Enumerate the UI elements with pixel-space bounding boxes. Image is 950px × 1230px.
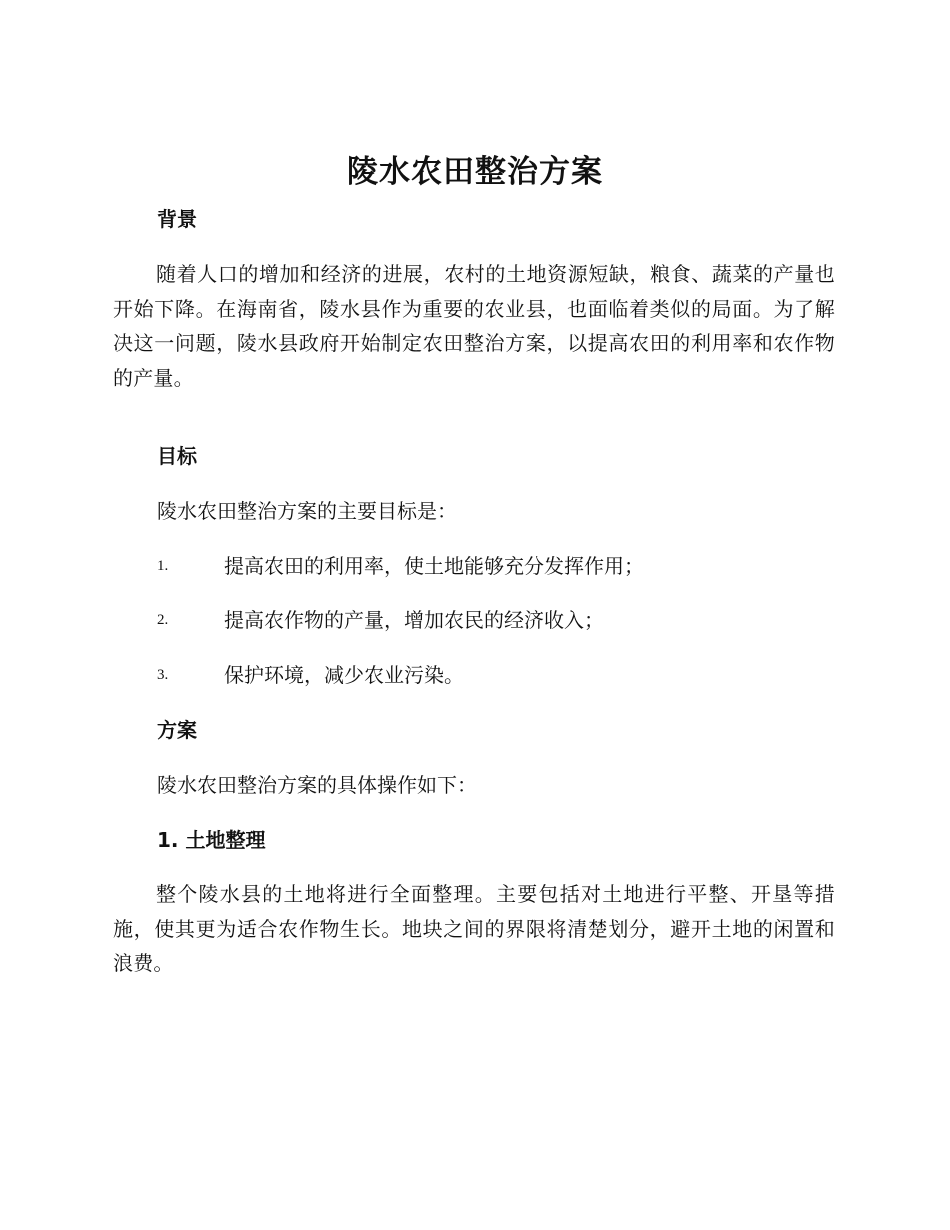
section-heading-goals: 目标 xyxy=(157,444,197,468)
list-number: 1. xyxy=(157,558,169,574)
list-item xyxy=(157,660,837,690)
goals-intro: 陵水农田整治方案的主要目标是： xyxy=(157,499,457,523)
list-item xyxy=(157,605,837,635)
plan-intro: 陵水农田整治方案的具体操作如下： xyxy=(157,773,477,797)
subsection-heading-land-consolidation: 1. 土地整理 xyxy=(157,828,266,852)
background-paragraph: 随着人口的增加和经济的进展，农村的土地资源短缺，粮食、蔬菜的产量也开始下降。在海南省，陵水县作为重要的农业县，也面临着类似的局面。为了解决这一问题，陵水县政府开始制定农田整治方案，以提高农田的利用率和农作物的产量。 xyxy=(113,262,835,390)
document-title: 陵水农田整治方案 xyxy=(347,154,603,190)
section-heading-plan: 方案 xyxy=(157,718,197,742)
land-consolidation-paragraph: 整个陵水县的土地将进行全面整理。主要包括对土地进行平整、开垦等措施，使其更为适合农作物生长。地块之间的界限将清楚划分，避开土地的闲置和浪费。 xyxy=(113,882,835,975)
list-number: 2. xyxy=(157,612,169,628)
list-text: 提高农田的利用率，使土地能够充分发挥作用； xyxy=(224,554,644,578)
list-item xyxy=(157,551,837,581)
list-text: 提高农作物的产量，增加农民的经济收入； xyxy=(224,608,604,632)
section-heading-background: 背景 xyxy=(157,207,197,231)
list-number: 3. xyxy=(157,667,169,683)
list-text: 保护环境，减少农业污染。 xyxy=(224,663,464,687)
